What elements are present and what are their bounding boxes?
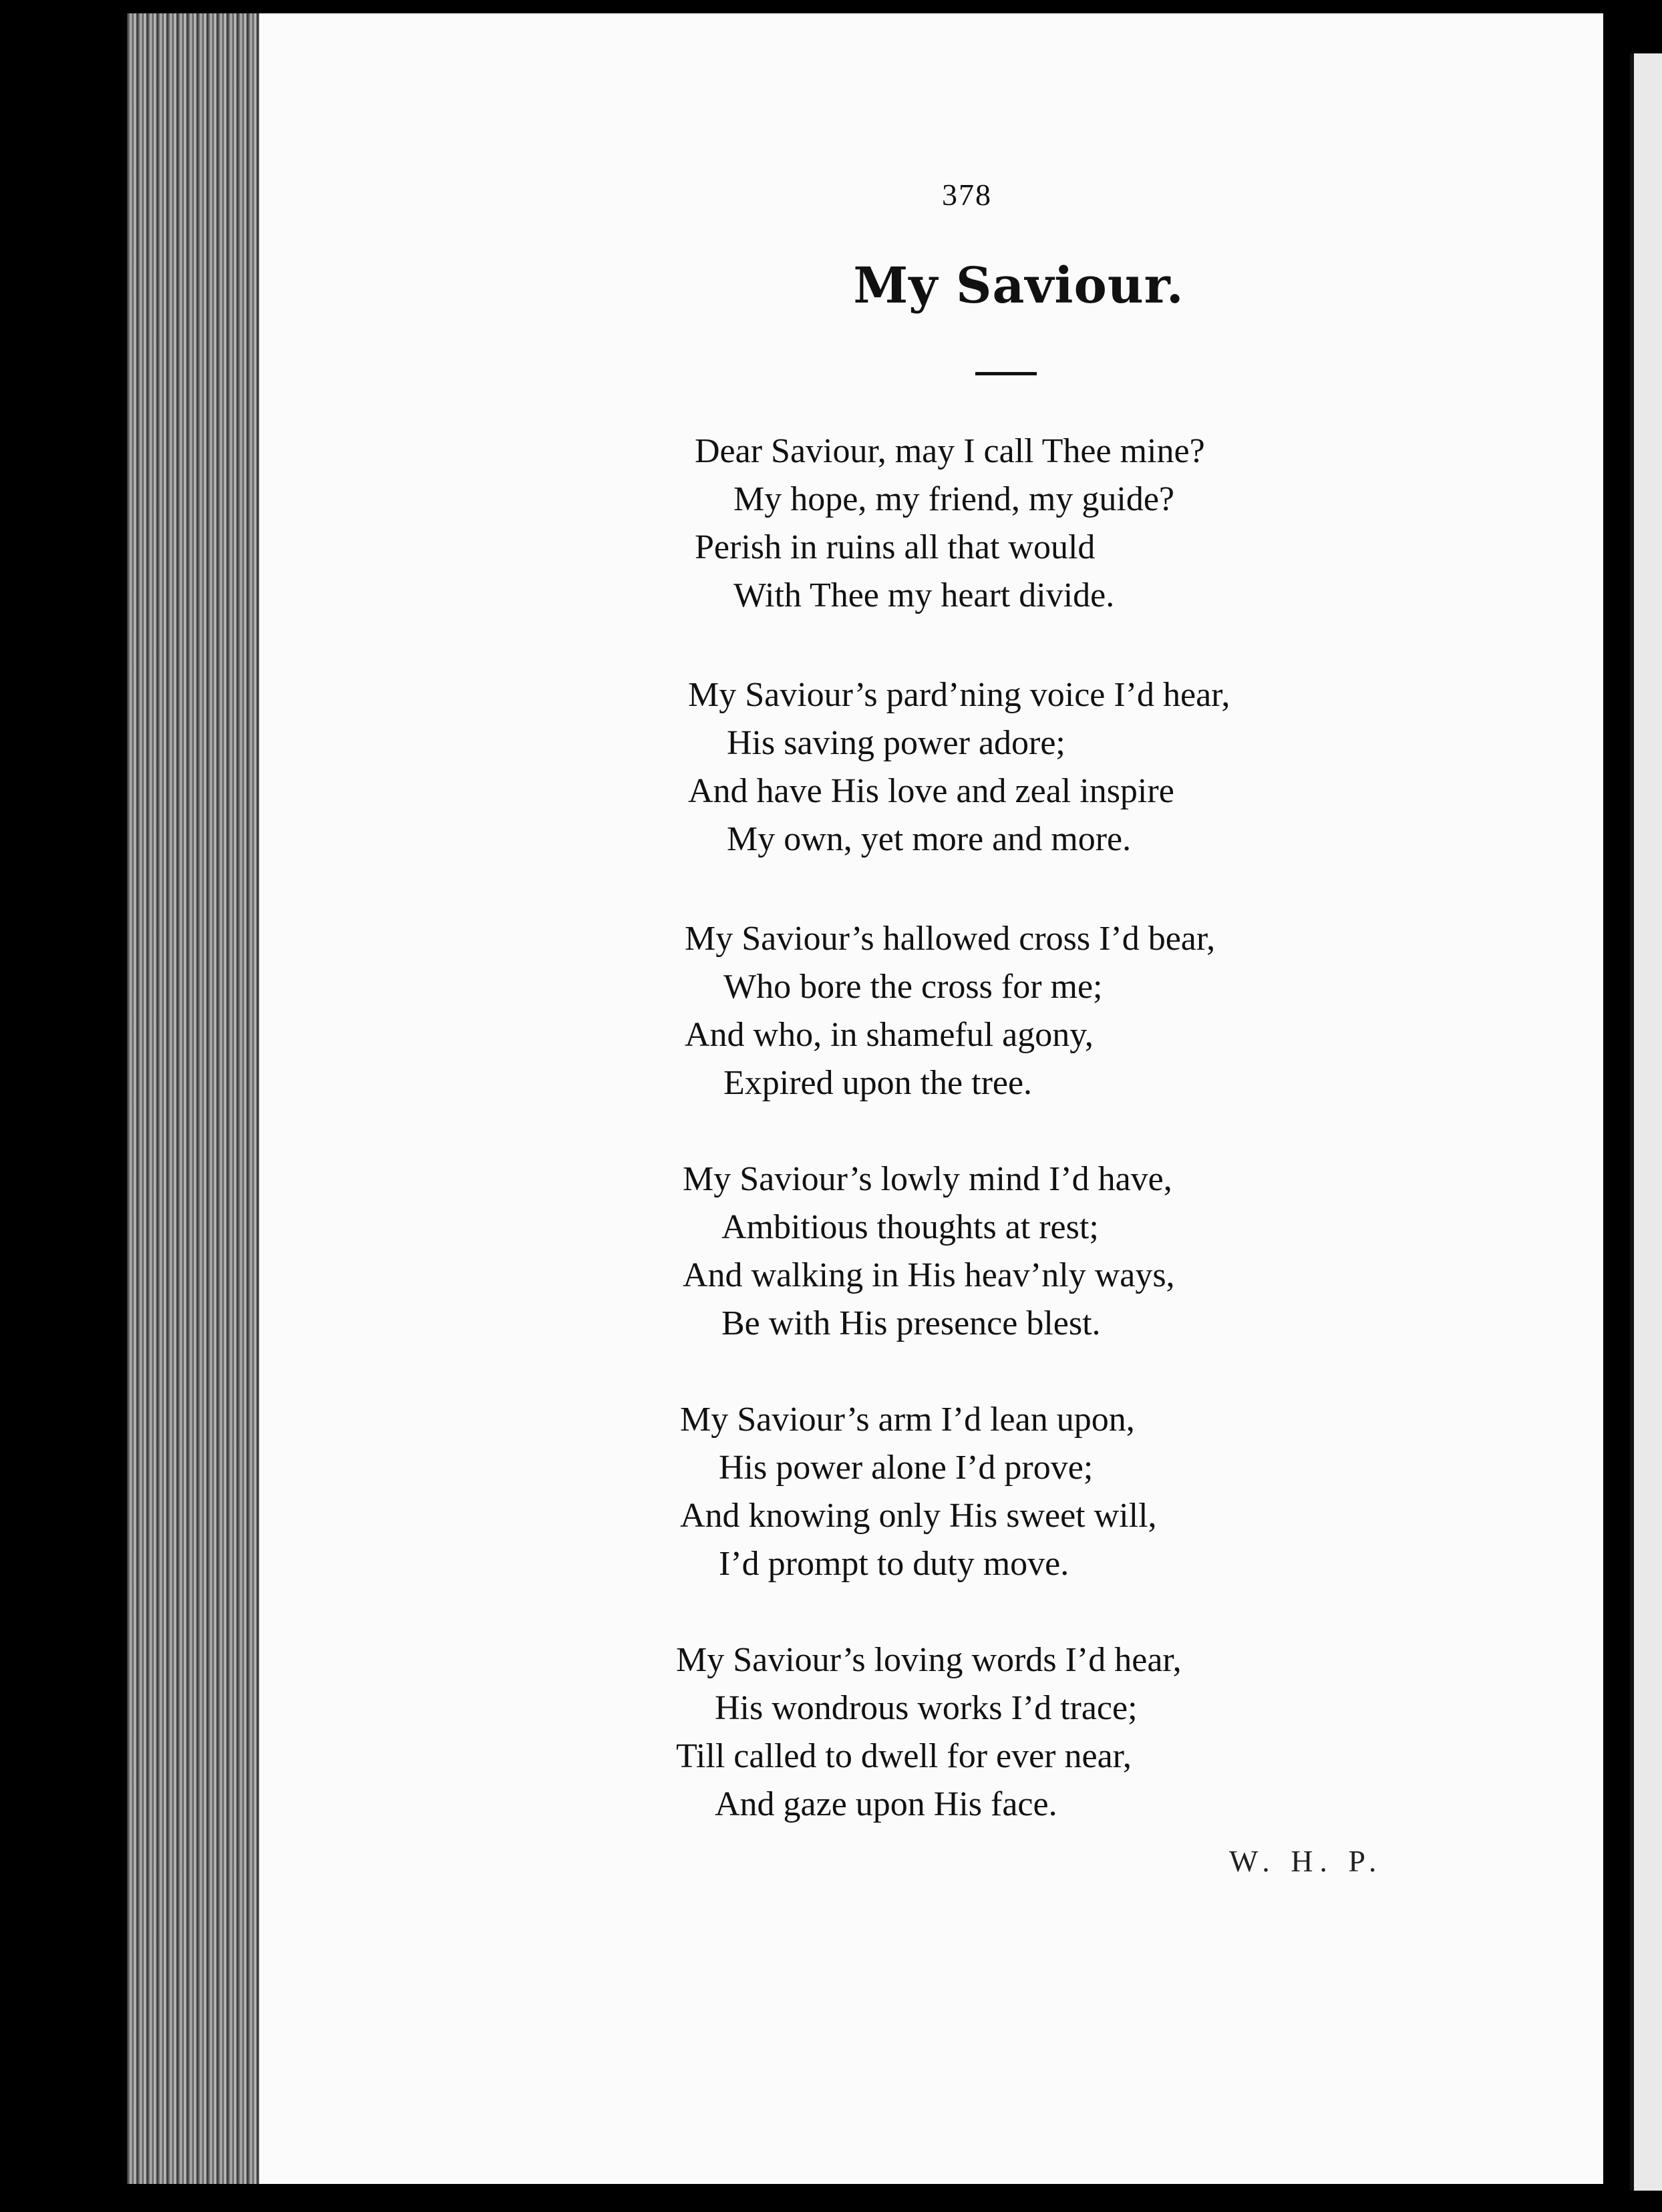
poem-line: My Saviour’s arm I’d lean upon, bbox=[680, 1401, 1135, 1439]
page-stack-edge bbox=[127, 13, 263, 2184]
poem-line: His power alone I’d prove; bbox=[719, 1449, 1094, 1487]
poem-line: My own, yet more and more. bbox=[727, 820, 1132, 858]
poem-line: And have His love and zeal inspire bbox=[688, 772, 1174, 810]
poem-line: My Saviour’s loving words I’d hear, bbox=[676, 1641, 1182, 1679]
poem-line: Perish in ruins all that would bbox=[695, 528, 1096, 566]
title-divider bbox=[975, 372, 1037, 375]
poem-line: Dear Saviour, may I call Thee mine? bbox=[695, 432, 1205, 470]
poem-line: My hope, my friend, my guide? bbox=[733, 480, 1174, 518]
poem-line: I’d prompt to duty move. bbox=[719, 1545, 1069, 1583]
poem-line: His wondrous works I’d trace; bbox=[715, 1689, 1138, 1727]
poem-line: My Saviour’s pard’ning voice I’d hear, bbox=[688, 676, 1230, 714]
poem-line: And who, in shameful agony, bbox=[685, 1016, 1094, 1054]
poem-line: And walking in His heav’nly ways, bbox=[683, 1256, 1175, 1294]
poem-line: Be with His presence blest. bbox=[721, 1304, 1101, 1342]
poem-line: And knowing only His sweet will, bbox=[680, 1497, 1157, 1535]
author-signature: W. H. P. bbox=[1229, 1844, 1383, 1878]
page-number: 378 bbox=[942, 178, 992, 212]
poem-line: My Saviour’s hallowed cross I’d bear, bbox=[685, 920, 1216, 958]
poem-line: Till called to dwell for ever near, bbox=[676, 1737, 1132, 1775]
poem-line: Expired upon the tree. bbox=[723, 1064, 1033, 1102]
poem-line: Ambitious thoughts at rest; bbox=[721, 1208, 1099, 1246]
next-page-edge bbox=[1630, 53, 1662, 2191]
poem-line: My Saviour’s lowly mind I’d have, bbox=[683, 1160, 1172, 1198]
poem-line: Who bore the cross for me; bbox=[723, 968, 1103, 1006]
stanza bbox=[676, 1636, 1478, 1829]
poem-line: And gaze upon His face. bbox=[715, 1785, 1057, 1823]
stanza bbox=[680, 1396, 1482, 1588]
poem-line: His saving power adore; bbox=[727, 724, 1065, 762]
stanza bbox=[695, 427, 1496, 620]
poem-line: With Thee my heart divide. bbox=[733, 576, 1115, 614]
stanza bbox=[683, 1155, 1484, 1348]
stanza bbox=[688, 671, 1490, 864]
poem-title: My Saviour. bbox=[853, 257, 1184, 315]
stanza bbox=[685, 915, 1486, 1107]
